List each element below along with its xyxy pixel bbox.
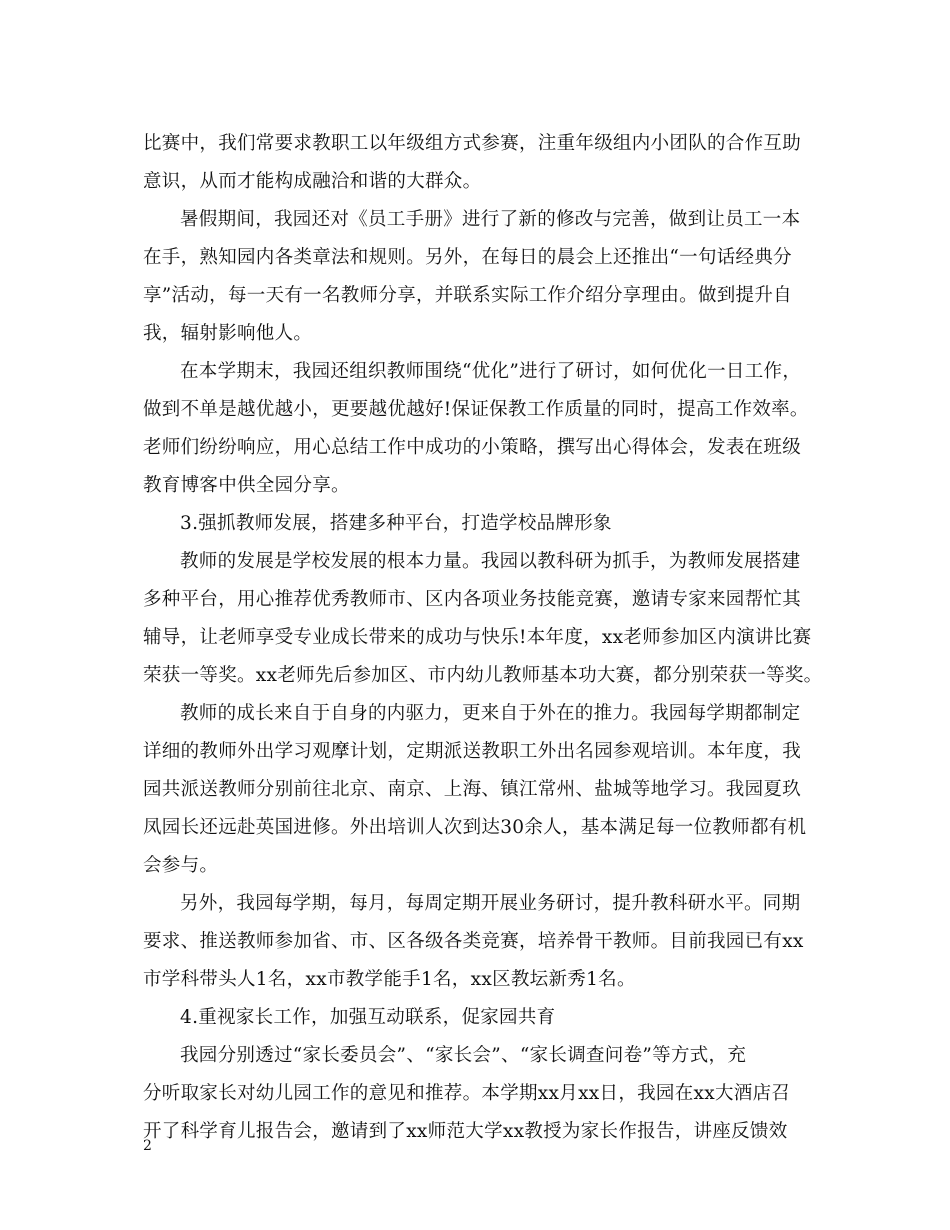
text-line: 开了科学育儿报告会，邀请到了xx师范大学xx教授为家长作报告，讲座反馈效 — [143, 1121, 788, 1142]
text-line: 在手，熟知园内各类章法和规则。另外，在每日的晨会上还推出“一句话经典分 — [143, 247, 792, 268]
text-line: 荣获一等奖。xx老师先后参加区、市内幼儿教师基本功大赛，都分别荣获一等奖。 — [143, 665, 823, 686]
text-line: 多种平台，用心推荐优秀教师市、区内各项业务技能竞赛，邀请专家来园帮忙其 — [143, 589, 802, 610]
paragraph-start-line: 暑假期间，我园还对《员工手册》进行了新的修改与完善，做到让员工一本 — [180, 209, 801, 230]
paragraph-start-line: 教师的发展是学校发展的根本力量。我园以教科研为抓手，为教师发展搭建 — [180, 551, 801, 572]
section-heading: 3.强抓教师发展，搭建多种平台，打造学校品牌形象 — [180, 513, 612, 534]
paragraph-start-line: 我园分别透过“家长委员会”、“家长会”、“家长调查问卷”等方式，充 — [180, 1045, 747, 1066]
text-line: 教育博客中供全园分享。 — [143, 475, 350, 496]
text-line: 做到不单是越优越小，更要越优越好!保证保教工作质量的同时，提高工作效率。 — [143, 399, 809, 420]
paragraph-start-line: 教师的成长来自于自身的内驱力，更来自于外在的推力。我园每学期都制定 — [180, 703, 801, 724]
text-line: 要求、推送教师参加省、市、区各级各类竞赛，培养骨干教师。目前我园已有xx — [143, 931, 804, 952]
paragraph-start-line: 在本学期末，我园还组织教师围绕“优化”进行了研讨，如何优化一日工作， — [180, 361, 802, 382]
text-line: 辅导，让老师享受专业成长带来的成功与快乐!本年度，xx老师参加区内演讲比赛 — [143, 627, 812, 648]
paragraph-start-line: 另外，我园每学期，每月，每周定期开展业务研讨，提升教科研水平。同期 — [180, 893, 801, 914]
section-heading: 4.重视家长工作，加强互动联系，促家园共育 — [180, 1007, 556, 1028]
text-line: 老师们纷纷响应，用心总结工作中成功的小策略，撰写出心得体会，发表在班级 — [143, 437, 802, 458]
text-line: 享”活动，每一天有一名教师分享，并联系实际工作介绍分享理由。做到提升自 — [143, 285, 792, 306]
text-line: 分听取家长对幼儿园工作的意见和推荐。本学期xx月xx日，我园在xx大酒店召 — [143, 1083, 791, 1104]
text-line: 会参与。 — [143, 855, 219, 876]
text-line: 比赛中，我们常要求教职工以年级组方式参赛，注重年级组内小团队的合作互助 — [143, 133, 802, 154]
page-number: 2 — [143, 1138, 152, 1154]
text-line: 园共派送教师分别前往北京、南京、上海、镇江常州、盐城等地学习。我园夏玖 — [143, 779, 802, 800]
text-line: 意识，从而才能构成融洽和谐的大群众。 — [143, 171, 482, 192]
text-line: 凤园长还远赴英国进修。外出培训人次到达30余人，基本满足每一位教师都有机 — [143, 817, 807, 838]
text-line: 市学科带头人1名，xx市教学能手1名，xx区教坛新秀1名。 — [143, 969, 636, 990]
text-line: 详细的教师外出学习观摩计划，定期派送教职工外出名园参观培训。本年度，我 — [143, 741, 802, 762]
text-line: 我，辐射影响他人。 — [143, 323, 313, 344]
